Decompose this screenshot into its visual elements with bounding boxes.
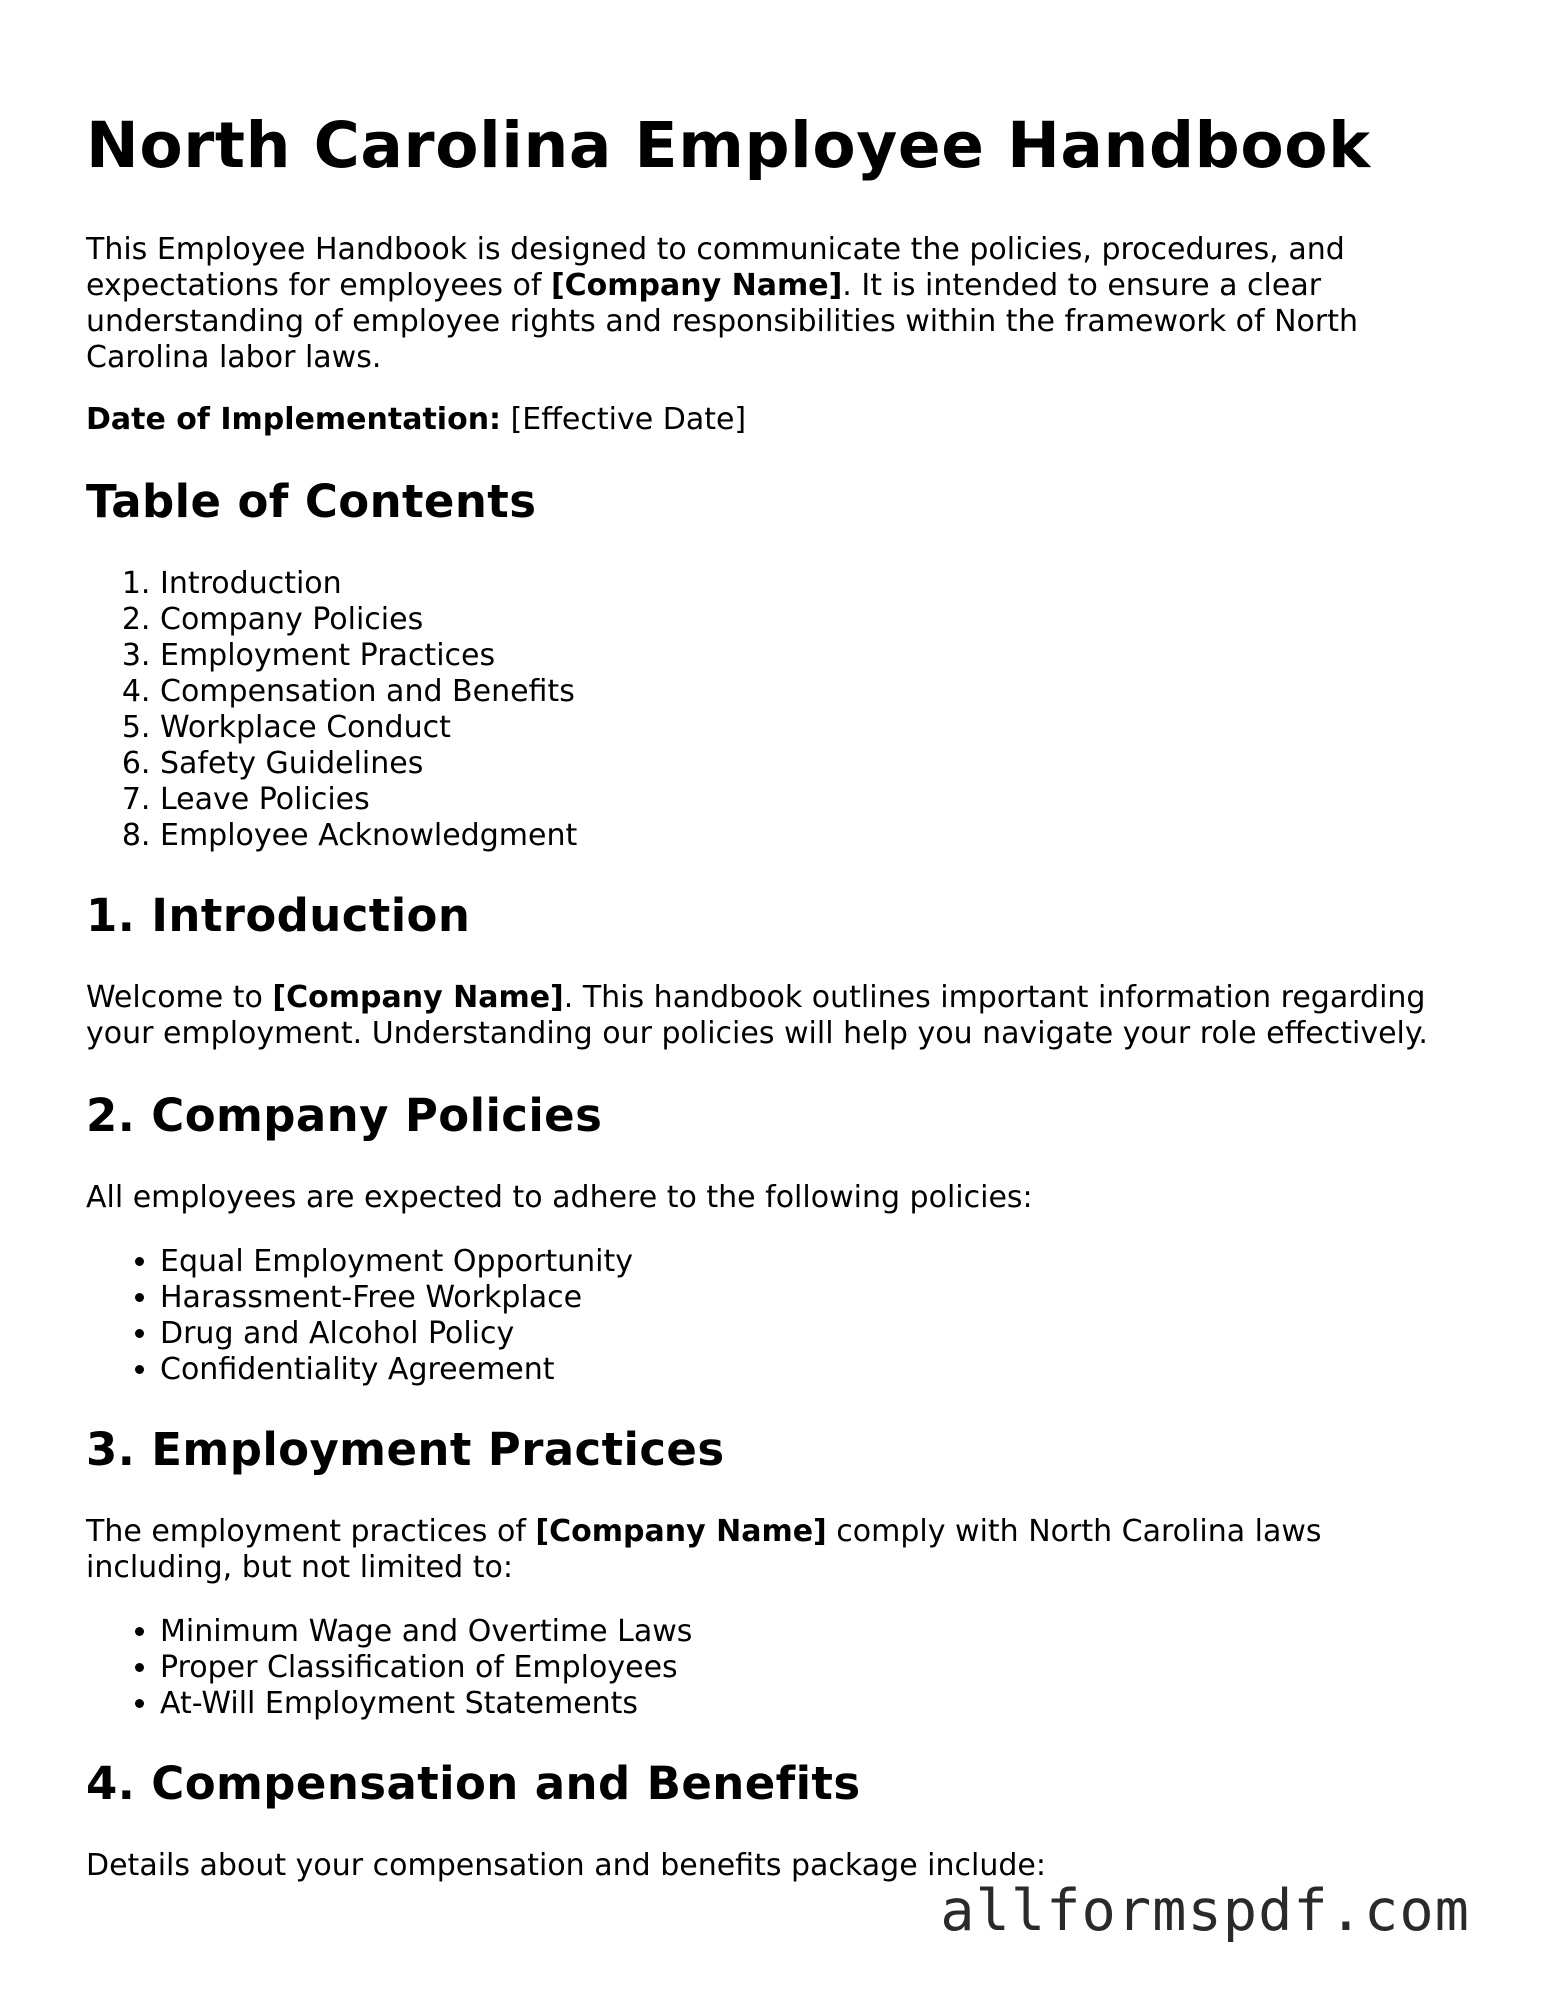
company-policies-paragraph: All employees are expected to adhere to the following policies: — [86, 1180, 1033, 1215]
policy-item: • Harassment-Free Workplace — [160, 1280, 1460, 1316]
toc-item: 6. Safety Guidelines — [160, 746, 1460, 782]
introduction-text-1: Welcome to — [86, 980, 273, 1015]
toc-heading: Table of Contents — [86, 475, 537, 528]
toc-item: 7. Leave Policies — [160, 782, 1460, 818]
employment-practices-text-2: comply with North Carolina laws including, but not limited to: — [86, 1514, 1322, 1585]
employment-practices-paragraph — [86, 1514, 1460, 1586]
practice-item: • Proper Classification of Employees — [160, 1650, 1460, 1686]
employment-practices-text-1: The employment practices of — [86, 1514, 536, 1549]
company-policies-list — [86, 1244, 1460, 1388]
employment-practices-company-name: [Company Name] — [535, 1514, 827, 1549]
date-label: Date of Implementation: — [86, 402, 502, 437]
introduction-company-name: [Company Name] — [272, 980, 564, 1015]
policy-item: • Equal Employment Opportunity — [160, 1244, 1460, 1280]
practice-item: • Minimum Wage and Overtime Laws — [160, 1614, 1460, 1650]
toc-item: 5. Workplace Conduct — [160, 710, 1460, 746]
toc-item: 2. Company Policies — [160, 602, 1460, 638]
compensation-benefits-paragraph: Details about your compensation and benefits package include: — [86, 1848, 1046, 1883]
toc-item: 1. Introduction — [160, 566, 1460, 602]
watermark-text: allformspdf.com — [940, 1878, 1470, 1944]
introduction-text-2: . This handbook outlines important information regarding your employment. Understanding our policies will help you navigate your role effectively. — [86, 980, 1428, 1051]
intro-paragraph — [86, 232, 1460, 376]
toc-item: 3. Employment Practices — [160, 638, 1460, 674]
policy-item: • Confidentiality Agreement — [160, 1352, 1460, 1388]
intro-company-name: [Company Name] — [550, 268, 843, 303]
document-title: North Carolina Employee Handbook — [86, 109, 1371, 182]
company-policies-heading: 2. Company Policies — [86, 1089, 603, 1142]
date-value: [Effective Date] — [501, 402, 747, 437]
toc-item: 4. Compensation and Benefits — [160, 674, 1460, 710]
intro-text-2: . It is intended to ensure a clear understanding of employee rights and responsibilities within the framework of North Carolina labor laws. — [86, 268, 1358, 375]
introduction-paragraph — [86, 980, 1460, 1052]
introduction-heading: 1. Introduction — [86, 889, 471, 942]
employment-practices-list — [86, 1614, 1460, 1722]
compensation-benefits-heading: 4. Compensation and Benefits — [86, 1757, 861, 1810]
toc-list — [86, 566, 1460, 854]
toc-item: 8. Employee Acknowledgment — [160, 818, 1460, 854]
employment-practices-heading: 3. Employment Practices — [86, 1423, 725, 1476]
date-of-implementation — [86, 402, 1460, 438]
policy-item: • Drug and Alcohol Policy — [160, 1316, 1460, 1352]
intro-text-1: This Employee Handbook is designed to communicate the policies, procedures, and expectations for employees of — [86, 232, 1345, 303]
practice-item: • At-Will Employment Statements — [160, 1686, 1460, 1722]
